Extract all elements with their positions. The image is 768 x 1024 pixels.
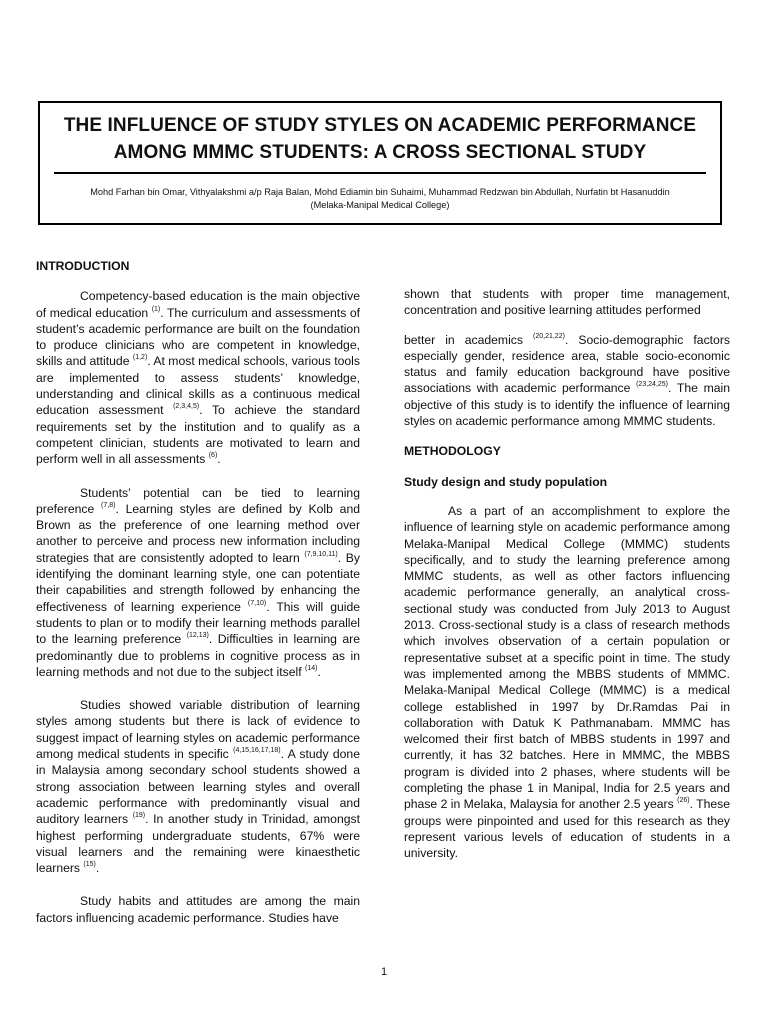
paragraph: Study habits and attitudes are among the main factors influencing academic performance. Studies have	[36, 894, 360, 925]
paragraph: Studies showed variable distribution of learning styles among students but there is lack of evidence to suggest impact of learning styles on academic performance among medical students in specific $^{(4,15,16,17,18)}$. A study done in Malaysia among secondary school students showed a strong association between learning styles and overall academic performance with predominantly visual and auditory learners $^{(19)}$. In another study in Trinidad, amongst highest performing undergraduate students, 67% were visual learners and the remaining were kinaesthetic learners $^{(15)}$.	[36, 698, 360, 876]
paragraph: shown that students with proper time management, concentration and positive learning attitudes performed	[404, 287, 730, 318]
title-line-1: THE INFLUENCE OF STUDY STYLES ON ACADEMIC PERFORMANCE	[63, 115, 697, 136]
affiliation: (Melaka-Manipal Medical College)	[310, 200, 450, 210]
title-box	[38, 101, 722, 225]
section-heading-methodology: METHODOLOGY	[404, 444, 501, 459]
subsection-heading: Study design and study population	[404, 474, 608, 489]
right-column	[404, 286, 730, 862]
page-number: 1	[380, 966, 388, 978]
paragraph: As a part of an accomplishment to explore the influence of learning style on academic performance among Melaka-Manipal Medical College (MMMC) students specifically, and to study the learning preference among MMMC students, as well as other factors influencing academic performance generally, an analytical cross-sectional study was conducted from July 2013 to August 2013. Cross-sectional study is a class of research methods which involves observation of a certain population or representative subset at a specific point in time. The study was implemented among the MBBS students of MMMC. Melaka-Manipal Medical College (MMMC) is a medical college established in 1997 by Dr.Ramdas Pai in collaboration with Datuk K Pathmanabam. MMMC has welcomed their first batch of MBBS students in 1997 and currently, it has 32 batches. Here in MMMC, the MBBS program is divided into 2 phases, where students will be completing the phase 1 in Manipal, India for 2.5 years and phase 2 in Melaka, Malaysia for another 2.5 years $^{(26)}$. These groups were pinpointed and used for this research as they represent various levels of education of students in a university.	[404, 503, 730, 861]
paragraph: better in academics $^{(20,21,22)}$. Socio-demographic factors especially gender, residence area, stable socio-economic status and family education background have positive associations with academic performance $^{(23,24,25)}$. The main objective of this study is to identify the influence of learning styles on academic performance among MMMC students.	[404, 332, 730, 429]
title-line-2: AMONG MMMC STUDENTS: A CROSS SECTIONAL STUDY	[113, 142, 647, 163]
section-heading-introduction: INTRODUCTION	[36, 259, 130, 273]
paper-title	[40, 103, 720, 166]
paragraph: Students’ potential can be tied to learning preference $^{(7,8)}$. Learning styles are defined by Kolb and Brown as the preference of one learning method over another to perceive and process new information including strategies that are consistently adopted to learn $^{(7,9,10,11)}$. By identifying the dominant learning style, one can potentiate their capabilities and strength followed by enhancing the effectiveness of learning experience $^{(7,10)}$. This will guide students to plan or to modify their learning methods parallel to the learning preference $^{(12,13)}$. Difficulties in learning are predominantly due to problems in cognitive process as in learning methods and not due to the subject itself $^{(14)}$.	[36, 485, 361, 679]
title-divider	[54, 172, 706, 174]
left-column	[36, 258, 360, 926]
paragraph: Competency-based education is the main objective of medical education $^{(1)}$. The curriculum and assessments of student’s academic performance are built on the foundation to produce clinicians who are competent in knowledge, skills and attitude $^{(1,2)}$. At most medical schools, various tools are implemented to assess students’ knowledge, understanding and clinical skills as a continuous medical education assessment $^{(2,3,4,5)}$. To achieve the standard requirements set by the institution and to qualify as a competent clinician, students are motivated to learn and perform well in all assessments $^{(6)}$.	[36, 289, 361, 467]
author-list: Mohd Farhan bin Omar, Vithyalakshmi a/p Raja Balan, Mohd Ediamin bin Suhaimi, Muhammad Redzwan bin Abdullah, Nurfatin bt Hasanuddin	[90, 187, 670, 197]
